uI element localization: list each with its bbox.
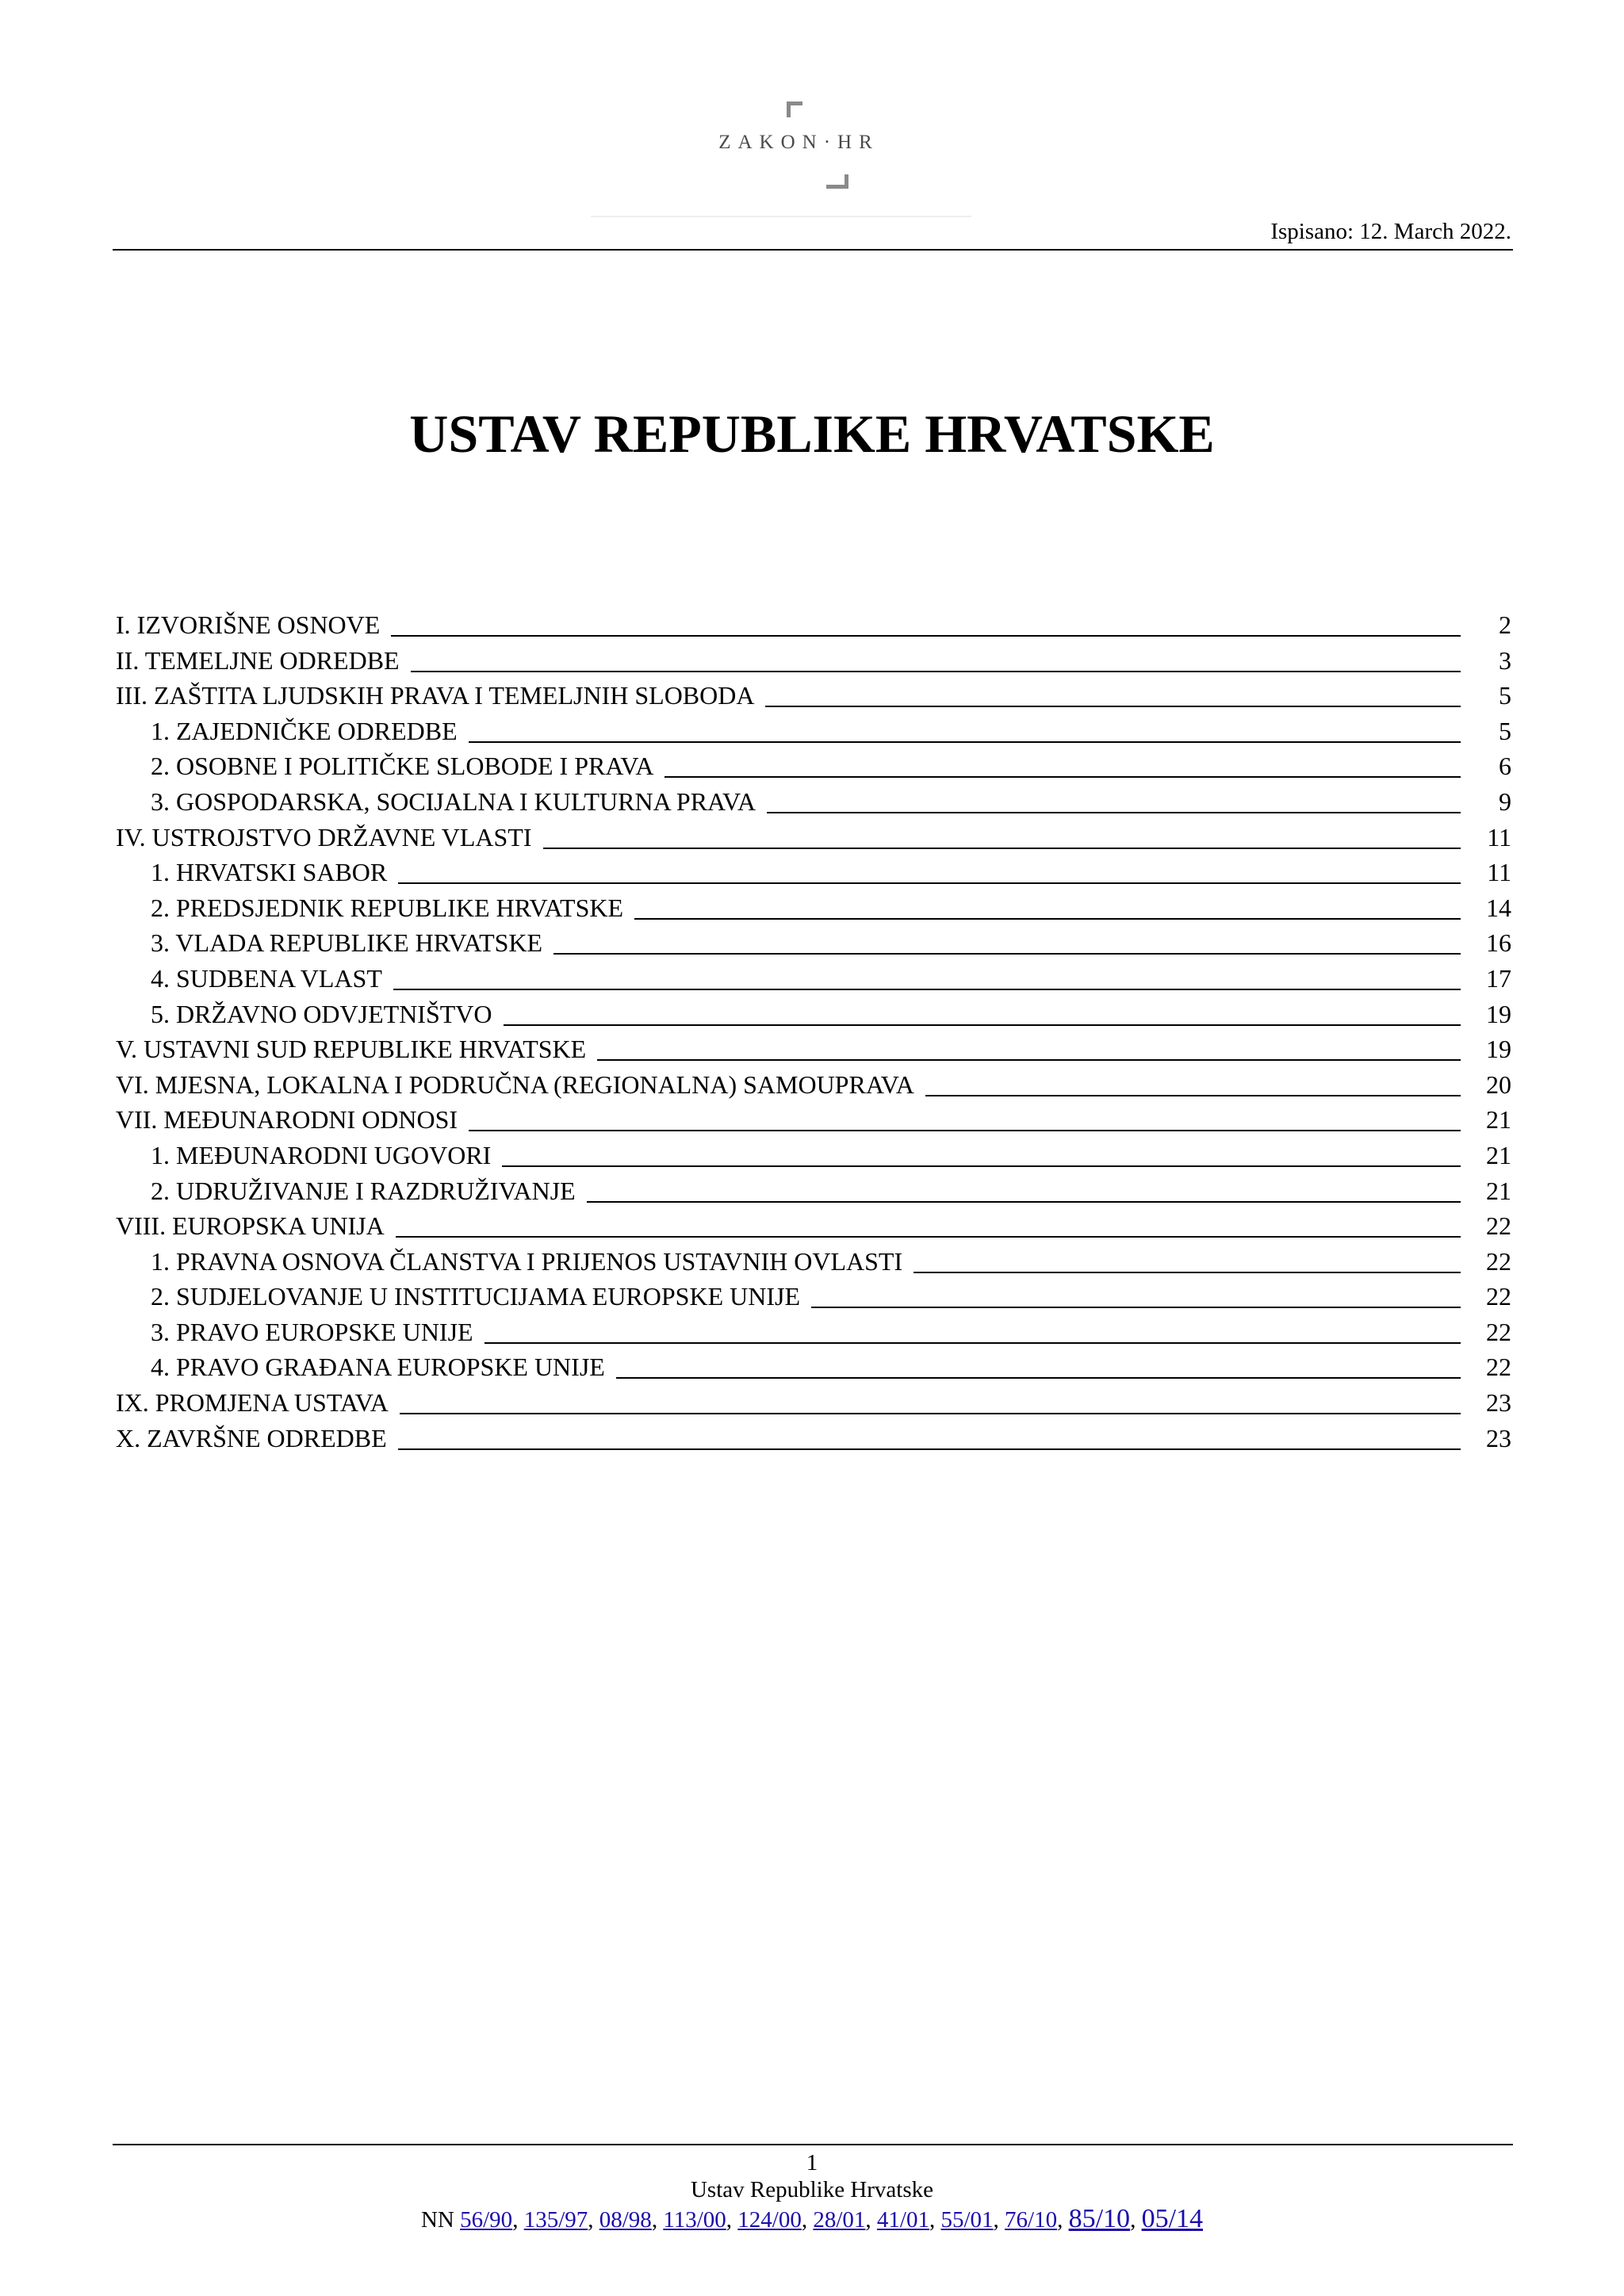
gazette-link[interactable]: 113/00 [663,2207,726,2233]
toc-entry-page: 5 [1499,716,1511,745]
toc-leader-line [634,918,1461,920]
toc-entry[interactable] [116,787,1511,823]
toc-entry-page: 17 [1486,963,1511,993]
gazette-link[interactable]: 55/01 [940,2207,994,2233]
toc-leader-line [396,1236,1461,1238]
toc-entry-page: 22 [1486,1317,1511,1346]
zakon-hr-logo [591,95,971,220]
toc-entry[interactable] [116,1070,1511,1106]
toc-entry-page: 6 [1499,752,1511,781]
toc-leader-line [543,848,1461,849]
gazette-prefix: NN [420,2207,454,2233]
toc-entry[interactable] [116,1141,1511,1177]
table-of-contents [116,610,1511,1459]
toc-entry[interactable] [116,1424,1511,1460]
toc-entry-page: 21 [1486,1140,1511,1169]
gazette-link[interactable]: 05/14 [1141,2204,1204,2233]
toc-entry-label: IX. PROMJENA USTAVA [116,1388,389,1418]
toc-leader-line [469,1130,1461,1131]
toc-entry-label: 1. HRVATSKI SABOR [151,858,388,887]
toc-entry[interactable] [116,928,1511,964]
toc-entry-label: IV. USTROJSTVO DRŽAVNE VLASTI [116,822,532,851]
logo-text: ZAKON·HR [718,132,879,153]
toc-entry[interactable] [116,646,1511,682]
toc-leader-line [665,776,1461,778]
toc-entry-page: 20 [1486,1070,1511,1099]
toc-entry[interactable] [116,681,1511,717]
toc-entry-label: VII. MEĐUNARODNI ODNOSI [116,1105,458,1135]
toc-entry[interactable] [116,1388,1511,1424]
toc-entry[interactable] [116,1211,1511,1247]
printed-date: Ispisano: 12. March 2022. [1270,219,1511,244]
toc-leader-line [914,1272,1461,1273]
toc-entry-page: 16 [1486,928,1511,958]
toc-entry[interactable] [116,964,1511,1000]
toc-entry-label: II. TEMELJNE ODREDBE [116,645,400,675]
gazette-link[interactable]: 41/01 [876,2207,929,2233]
toc-leader-line [616,1377,1461,1379]
toc-entry-page: 14 [1486,893,1511,922]
toc-entry-page: 22 [1486,1246,1511,1276]
gazette-link[interactable]: 76/10 [1005,2207,1058,2233]
toc-entry[interactable] [116,1353,1511,1388]
toc-entry-page: 22 [1486,1353,1511,1382]
toc-leader-line [485,1342,1461,1344]
gazette-link[interactable]: 08/98 [599,2207,652,2233]
gazette-references: NN 56/90, 135/97, 08/98, 113/00, 124/00, 28/01, 41/01, 55/01, 76/10, 85/10, 05/14 [420,2204,1204,2233]
toc-entry[interactable] [116,717,1511,752]
toc-entry-label: 1. MEĐUNARODNI UGOVORI [151,1140,492,1169]
toc-entry[interactable] [116,823,1511,859]
document-title: USTAV REPUBLIKE HRVATSKE [409,404,1215,464]
toc-entry[interactable] [116,894,1511,929]
toc-entry-label: VI. MJESNA, LOKALNA I PODRUČNA (REGIONALNA) SAMOUPRAVA [116,1070,914,1099]
toc-entry-label: 2. SUDJELOVANJE U INSTITUCIJAMA EUROPSKE UNIJE [151,1282,800,1311]
toc-entry-page: 11 [1487,822,1511,851]
toc-entry-page: 23 [1486,1388,1511,1418]
toc-leader-line [391,635,1461,637]
toc-entry-page: 5 [1499,681,1511,710]
toc-entry-label: I. IZVORIŠNE OSNOVE [116,610,381,639]
toc-entry-page: 3 [1499,645,1511,675]
toc-leader-line [411,671,1461,672]
toc-leader-line [398,1448,1461,1450]
toc-entry-label: V. USTAVNI SUD REPUBLIKE HRVATSKE [116,1035,587,1064]
toc-entry-page: 22 [1486,1282,1511,1311]
toc-leader-line [767,812,1461,813]
toc-leader-line [811,1307,1461,1308]
toc-entry[interactable] [116,1035,1511,1070]
toc-entry-page: 21 [1486,1105,1511,1135]
toc-entry-page: 23 [1486,1423,1511,1452]
toc-entry[interactable] [116,1318,1511,1353]
toc-entry[interactable] [116,1247,1511,1283]
toc-leader-line [393,989,1461,990]
toc-entry[interactable] [116,1000,1511,1035]
toc-entry-label: 3. PRAVO EUROPSKE UNIJE [151,1317,473,1346]
toc-entry-label: 2. UDRUŽIVANJE I RAZDRUŽIVANJE [151,1176,576,1205]
toc-entry-page: 19 [1486,1035,1511,1064]
toc-entry-label: 4. SUDBENA VLAST [151,963,382,993]
toc-entry-page: 11 [1487,858,1511,887]
gazette-link[interactable]: 56/90 [460,2207,513,2233]
toc-leader-line [469,741,1461,743]
toc-leader-line [587,1201,1461,1203]
toc-entry-label: VIII. EUROPSKA UNIJA [116,1211,385,1241]
gazette-link[interactable]: 124/00 [737,2207,802,2233]
footer-title: Ustav Republike Hrvatske [690,2177,934,2202]
toc-leader-line [398,882,1461,884]
toc-entry[interactable] [116,858,1511,894]
toc-entry-label: 2. PREDSJEDNIK REPUBLIKE HRVATSKE [151,893,624,922]
toc-entry-label: III. ZAŠTITA LJUDSKIH PRAVA I TEMELJNIH SLOBODA [116,681,755,710]
toc-entry-label: 5. DRŽAVNO ODVJETNIŠTVO [151,999,492,1028]
toc-leader-line [400,1413,1461,1414]
gazette-link[interactable]: 135/97 [523,2207,588,2233]
toc-leader-line [504,1024,1461,1026]
toc-entry-label: 3. GOSPODARSKA, SOCIJALNA I KULTURNA PRAVA [151,786,756,816]
gazette-link[interactable]: 85/10 [1068,2204,1131,2233]
toc-entry-page: 21 [1486,1176,1511,1205]
toc-entry-label: 2. OSOBNE I POLITIČKE SLOBODE I PRAVA [151,752,654,781]
gazette-link[interactable]: 28/01 [813,2207,866,2233]
toc-entry-page: 9 [1499,786,1511,816]
toc-leader-line [597,1059,1461,1061]
toc-entry-label: 3. VLADA REPUBLIKE HRVATSKE [151,928,543,958]
page-number: 1 [806,2150,818,2175]
toc-leader-line [765,706,1461,707]
toc-entry-page: 2 [1499,610,1511,639]
toc-leader-line [553,953,1461,955]
toc-entry[interactable] [116,752,1511,787]
toc-entry[interactable] [116,1177,1511,1212]
toc-entry[interactable] [116,1105,1511,1141]
toc-entry[interactable] [116,1282,1511,1318]
header-rule [113,249,1513,251]
toc-leader-line [502,1165,1461,1167]
logo-corner-mark-top [787,101,802,117]
toc-entry-page: 22 [1486,1211,1511,1241]
toc-entry[interactable] [116,610,1511,646]
toc-entry-label: 4. PRAVO GRAĐANA EUROPSKE UNIJE [151,1353,605,1382]
toc-entry-page: 19 [1486,999,1511,1028]
logo-divider [591,216,971,217]
footer-rule [113,2144,1513,2145]
toc-entry-label: 1. PRAVNA OSNOVA ČLANSTVA I PRIJENOS USTAVNIH OVLASTI [151,1246,903,1276]
logo-corner-mark-bottom [826,174,848,189]
toc-leader-line [925,1095,1461,1096]
toc-entry-label: X. ZAVRŠNE ODREDBE [116,1423,387,1452]
toc-entry-label: 1. ZAJEDNIČKE ODREDBE [151,716,458,745]
